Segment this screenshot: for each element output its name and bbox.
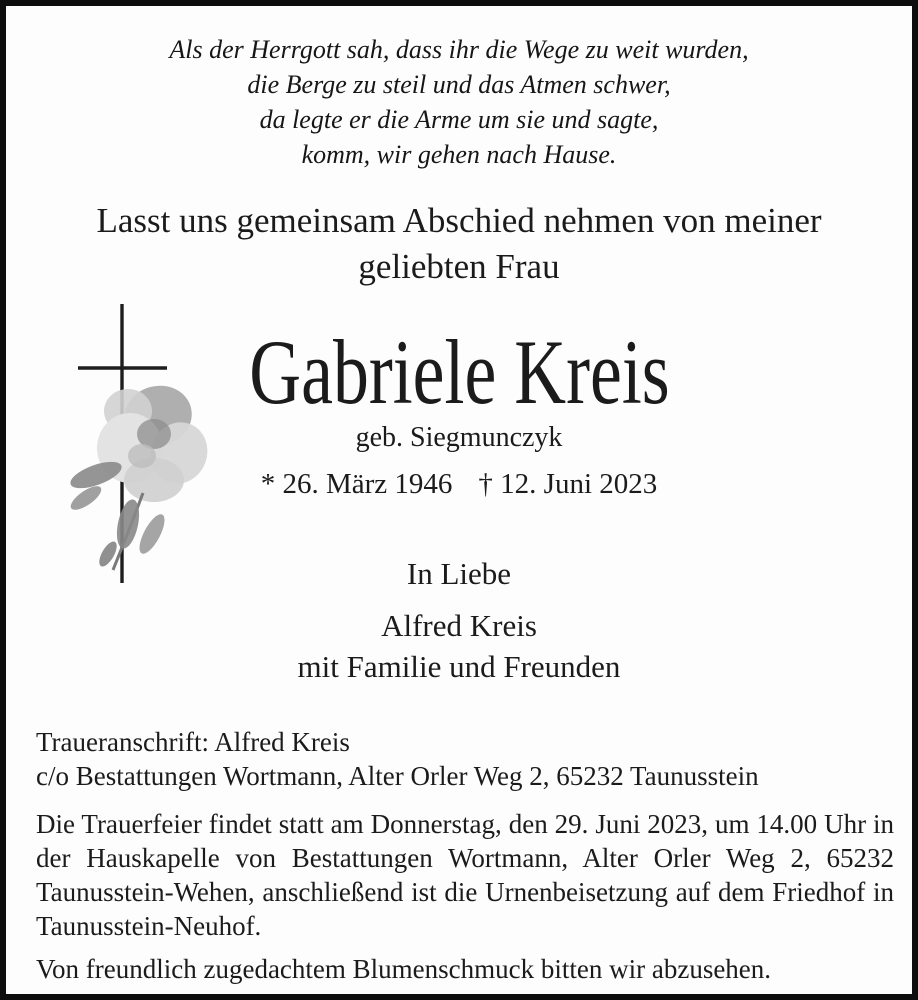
deceased-name	[6, 321, 912, 423]
mourner-family: mit Familie und Freunden	[297, 649, 621, 684]
deceased-name-text: Gabriele Kreis	[248, 321, 670, 423]
poem-line: komm, wir gehen nach Hause.	[301, 140, 617, 169]
poem-line: Als der Herrgott sah, dass ihr die Wege zu weit wurden,	[169, 35, 749, 64]
invitation-line: geliebten Frau	[358, 247, 560, 286]
mourner-name: Alfred Kreis	[381, 608, 537, 643]
death-date: † 12. Juni 2023	[478, 468, 658, 500]
poem-line: die Berge zu steil und das Atmen schwer,	[247, 70, 671, 99]
farewell-invitation	[6, 198, 912, 290]
maiden-name: geb. Siegmunczyk	[355, 422, 563, 453]
ceremony-details: Die Trauerfeier findet statt am Donnerstag, den 29. Juni 2023, um 14.00 Uhr in der Hauskapelle von Bestattungen Wortmann, Alter Orler Weg 2, 65232 Taunusstein-Wehen, anschließend ist die Urnenbeisetzung auf dem Friedhof in Taunusstein-Neuhof.	[36, 809, 894, 941]
birth-date: * 26. März 1946	[260, 468, 453, 500]
life-dates	[6, 468, 912, 501]
farewell-heading: In Liebe	[406, 556, 512, 591]
invitation-line: Lasst uns gemeinsam Abschied nehmen von meiner	[96, 201, 822, 240]
condolence-address-line1: Traueranschrift: Alfred Kreis	[36, 727, 350, 757]
poem-line: da legte er die Arme um sie und sagte,	[259, 105, 659, 134]
memorial-poem	[6, 32, 912, 172]
condolence-address-line2: c/o Bestattungen Wortmann, Alter Orler Weg 2, 65232 Taunusstein	[36, 761, 759, 791]
flowers-request: Von freundlich zugedachtem Blumenschmuck bitten wir abzusehen.	[36, 954, 772, 984]
